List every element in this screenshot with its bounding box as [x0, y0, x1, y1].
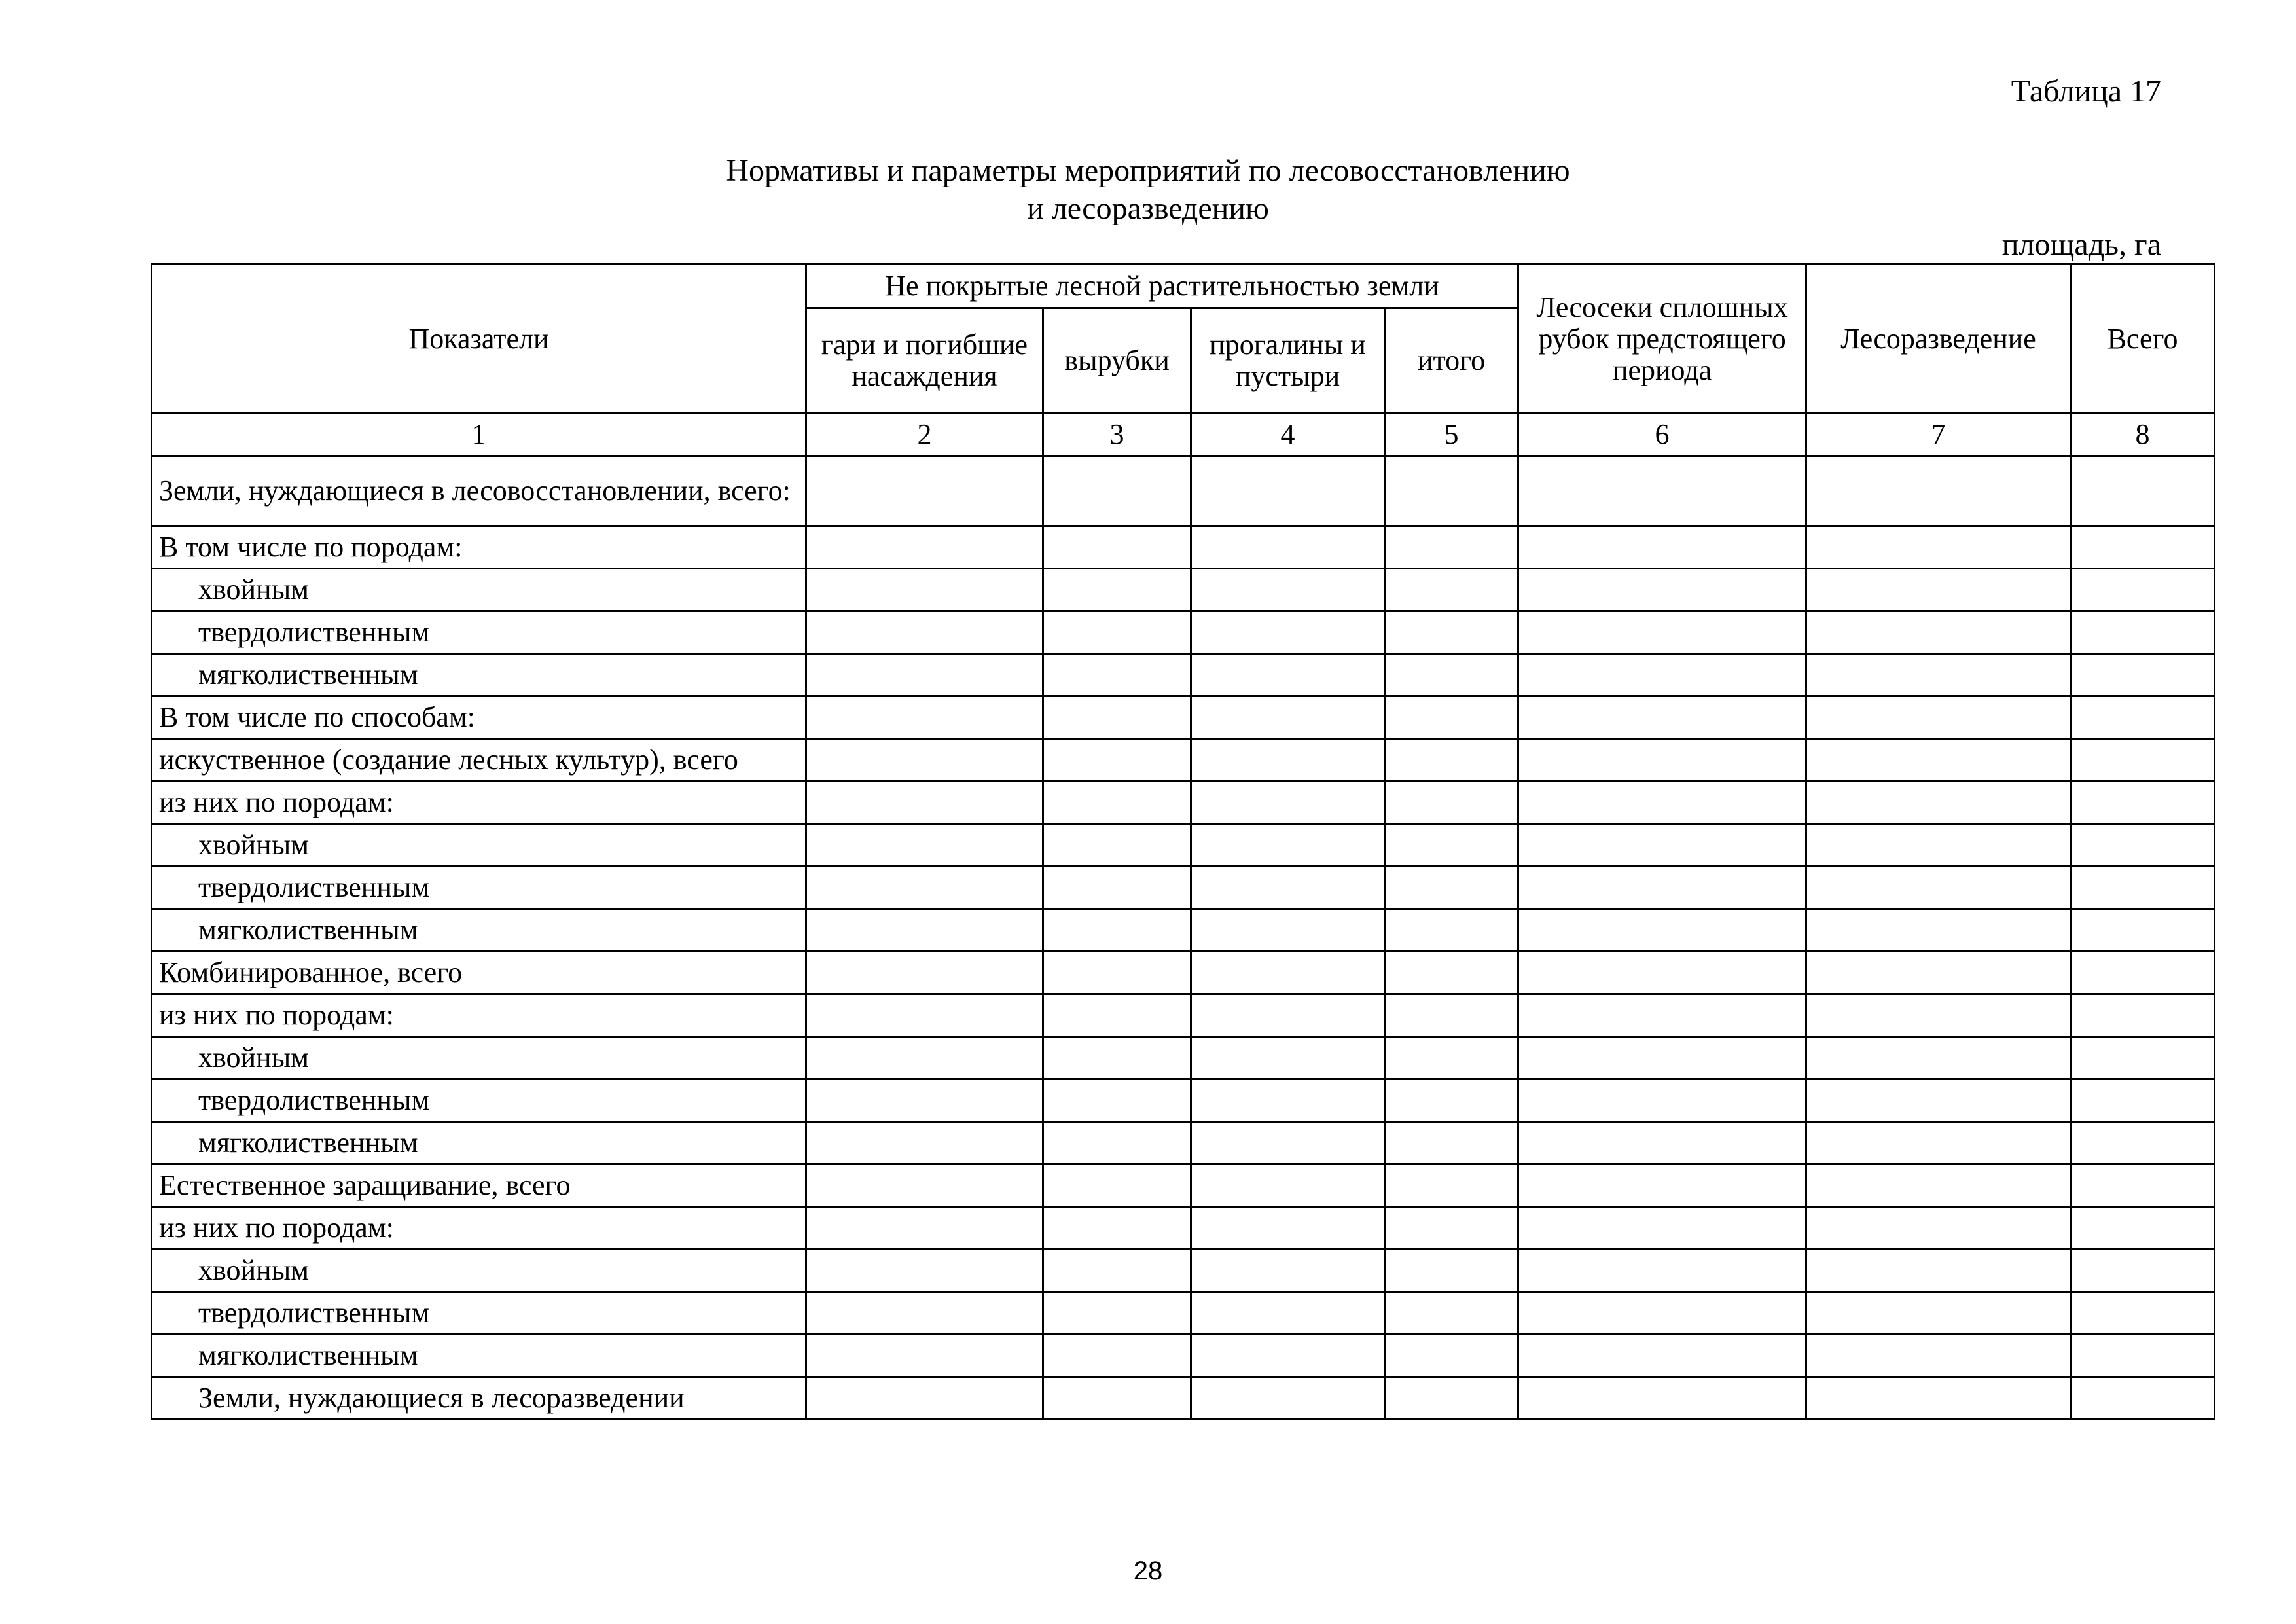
- table-cell: [1806, 867, 2071, 909]
- table-cell: [1518, 824, 1806, 867]
- table-cell: [1518, 1377, 1806, 1420]
- table-cell: [1806, 569, 2071, 611]
- title-line-1: Нормативы и параметры мероприятий по лесовосстановлению: [726, 153, 1570, 188]
- table-cell: [1191, 1207, 1385, 1250]
- table-cell: [1518, 611, 1806, 654]
- table-cell: [1385, 1250, 1518, 1292]
- row-label: В том числе по способам:: [152, 696, 806, 739]
- column-number: 7: [1806, 414, 2071, 456]
- table-cell: [1385, 1335, 1518, 1377]
- table-cell: [1385, 739, 1518, 782]
- column-number: 8: [2071, 414, 2215, 456]
- table-cell: [1518, 654, 1806, 696]
- norms-table: [151, 263, 2215, 1420]
- table-cell: [1518, 696, 1806, 739]
- table-cell: [806, 1335, 1043, 1377]
- table-row: [152, 1037, 2215, 1079]
- column-number: 1: [152, 414, 806, 456]
- table-row: [152, 909, 2215, 952]
- table-row: [152, 654, 2215, 696]
- row-label: твердолиственным: [152, 1079, 806, 1122]
- table-cell: [1518, 994, 1806, 1037]
- table-cell: [1385, 1122, 1518, 1164]
- table-cell: [1518, 909, 1806, 952]
- table-cell: [1043, 1079, 1191, 1122]
- table-cell: [1043, 1377, 1191, 1420]
- table-cell: [2071, 824, 2215, 867]
- table-cell: [1043, 569, 1191, 611]
- table-cell: [2071, 909, 2215, 952]
- table-cell: [2071, 867, 2215, 909]
- table-cell: [1191, 1079, 1385, 1122]
- row-label: мягколиственным: [152, 1122, 806, 1164]
- table-cell: [2071, 739, 2215, 782]
- table-cell: [2071, 1037, 2215, 1079]
- table-cell: [1385, 654, 1518, 696]
- table-cell: [1043, 909, 1191, 952]
- table-cell: [1191, 1377, 1385, 1420]
- table-cell: [1385, 824, 1518, 867]
- table-cell: [1385, 1377, 1518, 1420]
- table-cell: [2071, 654, 2215, 696]
- table-cell: [1191, 696, 1385, 739]
- table-cell: [806, 569, 1043, 611]
- table-cell: [1385, 456, 1518, 526]
- table-cell: [1191, 782, 1385, 824]
- row-label: хвойным: [152, 1250, 806, 1292]
- table-cell: [1191, 1037, 1385, 1079]
- table-cell: [1806, 1122, 2071, 1164]
- row-label: мягколиственным: [152, 654, 806, 696]
- table-cell: [2071, 1207, 2215, 1250]
- row-label: хвойным: [152, 824, 806, 867]
- table-cell: [1043, 1122, 1191, 1164]
- row-label: мягколиственным: [152, 909, 806, 952]
- table-cell: [2071, 526, 2215, 569]
- table-cell: [1191, 1292, 1385, 1335]
- table-cell: [1518, 1079, 1806, 1122]
- table-cell: [1191, 526, 1385, 569]
- units-label: площадь, га: [2001, 227, 2161, 262]
- title-line-2: и лесоразведению: [1027, 191, 1269, 226]
- table-cell: [2071, 994, 2215, 1037]
- table-cell: [2071, 1250, 2215, 1292]
- column-number: 4: [1191, 414, 1385, 456]
- table-cell: [2071, 952, 2215, 994]
- table-cell: [1518, 867, 1806, 909]
- table-cell: [2071, 782, 2215, 824]
- table-cell: [1191, 909, 1385, 952]
- table-cell: [1043, 867, 1191, 909]
- table-cell: [2071, 1335, 2215, 1377]
- table-cell: [1518, 569, 1806, 611]
- row-label: Земли, нуждающиеся в лесоразведении: [152, 1377, 806, 1420]
- table-cell: [1806, 1079, 2071, 1122]
- table-cell: [1806, 1335, 2071, 1377]
- row-label: искуственное (создание лесных культур), всего: [152, 739, 806, 782]
- table-cell: [806, 1122, 1043, 1164]
- table-cell: [1385, 782, 1518, 824]
- table-cell: [1043, 611, 1191, 654]
- table-cell: [1518, 1292, 1806, 1335]
- table-cell: [1191, 1335, 1385, 1377]
- table-cell: [1191, 654, 1385, 696]
- table-cell: [1806, 994, 2071, 1037]
- table-cell: [1806, 526, 2071, 569]
- header-clearcut-areas: Лесосеки сплошных рубок предстоящего периода: [1518, 264, 1806, 414]
- table-cell: [1043, 696, 1191, 739]
- table-cell: [1806, 824, 2071, 867]
- table-cell: [1043, 526, 1191, 569]
- table-cell: [806, 1207, 1043, 1250]
- table-cell: [1043, 1292, 1191, 1335]
- table-cell: [1518, 782, 1806, 824]
- table-cell: [1043, 952, 1191, 994]
- header-non-forest-lands: Не покрытые лесной растительностью земли: [806, 264, 1518, 308]
- table-cell: [1806, 952, 2071, 994]
- table-cell: [1806, 1037, 2071, 1079]
- table-cell: [1043, 739, 1191, 782]
- table-cell: [1043, 456, 1191, 526]
- table-cell: [1191, 569, 1385, 611]
- table-cell: [1191, 456, 1385, 526]
- table-cell: [1385, 569, 1518, 611]
- table-cell: [2071, 569, 2215, 611]
- table-cell: [1191, 867, 1385, 909]
- table-row: [152, 824, 2215, 867]
- table-cell: [2071, 696, 2215, 739]
- table-cell: [1806, 909, 2071, 952]
- table-cell: [1191, 1122, 1385, 1164]
- header-glades: прогалины и пустыри: [1191, 308, 1385, 414]
- table-cell: [806, 909, 1043, 952]
- table-row: [152, 1079, 2215, 1122]
- row-label: Комбинированное, всего: [152, 952, 806, 994]
- document-title: [0, 152, 2296, 228]
- table-cell: [1518, 1164, 1806, 1207]
- table-row: [152, 952, 2215, 994]
- table-cell: [806, 1250, 1043, 1292]
- table-cell: [806, 739, 1043, 782]
- table-row: [152, 1335, 2215, 1377]
- table-row: [152, 611, 2215, 654]
- table-cell: [806, 1037, 1043, 1079]
- table-row: [152, 867, 2215, 909]
- row-label: В том числе по породам:: [152, 526, 806, 569]
- table-cell: [1043, 782, 1191, 824]
- table-cell: [806, 952, 1043, 994]
- row-label: из них по породам:: [152, 994, 806, 1037]
- table-cell: [1518, 1207, 1806, 1250]
- table-cell: [1191, 1164, 1385, 1207]
- table-cell: [1385, 1292, 1518, 1335]
- table-cell: [1518, 526, 1806, 569]
- column-number: 2: [806, 414, 1043, 456]
- table-cell: [1191, 824, 1385, 867]
- table-cell: [2071, 456, 2215, 526]
- row-label: из них по породам:: [152, 1207, 806, 1250]
- table-cell: [1518, 1335, 1806, 1377]
- table-cell: [806, 654, 1043, 696]
- table-row: [152, 526, 2215, 569]
- table-row: [152, 1122, 2215, 1164]
- table-cell: [1385, 952, 1518, 994]
- table-row: [152, 1207, 2215, 1250]
- table-cell: [1518, 739, 1806, 782]
- table-cell: [1806, 1164, 2071, 1207]
- table-row: [152, 1250, 2215, 1292]
- table-cell: [1806, 1250, 2071, 1292]
- table-cell: [806, 867, 1043, 909]
- table-cell: [2071, 1079, 2215, 1122]
- column-number: 5: [1385, 414, 1518, 456]
- table-cell: [806, 1164, 1043, 1207]
- table-row: [152, 994, 2215, 1037]
- table-cell: [1043, 824, 1191, 867]
- row-label: Земли, нуждающиеся в лесовосстановлении, всего:: [152, 456, 806, 526]
- table-cell: [2071, 1164, 2215, 1207]
- table-cell: [1385, 526, 1518, 569]
- table-cell: [1385, 1164, 1518, 1207]
- table-cell: [806, 456, 1043, 526]
- table-cell: [1191, 1250, 1385, 1292]
- table-row: [152, 739, 2215, 782]
- table-cell: [1806, 1207, 2071, 1250]
- table-cell: [806, 782, 1043, 824]
- table-cell: [2071, 1122, 2215, 1164]
- table-row: [152, 696, 2215, 739]
- table-cell: [1806, 654, 2071, 696]
- table-cell: [1806, 611, 2071, 654]
- table-row: [152, 1292, 2215, 1335]
- table-cell: [806, 696, 1043, 739]
- row-label: твердолиственным: [152, 1292, 806, 1335]
- table-cell: [1385, 1037, 1518, 1079]
- table-cell: [1518, 952, 1806, 994]
- table-row: [152, 782, 2215, 824]
- page-number: 28: [1133, 1557, 1163, 1585]
- table-row: [152, 456, 2215, 526]
- table-cell: [1043, 1164, 1191, 1207]
- table-cell: [1385, 611, 1518, 654]
- table-cell: [2071, 1292, 2215, 1335]
- table-cell: [1043, 654, 1191, 696]
- table-cell: [1191, 994, 1385, 1037]
- row-label: хвойным: [152, 569, 806, 611]
- table-cell: [1385, 867, 1518, 909]
- table-number: Таблица 17: [2011, 74, 2161, 109]
- table-cell: [806, 824, 1043, 867]
- table-cell: [1191, 952, 1385, 994]
- row-label: твердолиственным: [152, 611, 806, 654]
- table-cell: [1385, 1079, 1518, 1122]
- header-total: Всего: [2071, 264, 2215, 414]
- row-label: мягколиственным: [152, 1335, 806, 1377]
- table-cell: [1806, 739, 2071, 782]
- row-label: Естественное заращивание, всего: [152, 1164, 806, 1207]
- table-cell: [806, 1079, 1043, 1122]
- table-row: [152, 569, 2215, 611]
- table-cell: [1806, 1377, 2071, 1420]
- table-cell: [1043, 994, 1191, 1037]
- table-cell: [1191, 739, 1385, 782]
- row-label: из них по породам:: [152, 782, 806, 824]
- table-cell: [806, 1292, 1043, 1335]
- header-indicators: Показатели: [152, 264, 806, 414]
- table-cell: [806, 1377, 1043, 1420]
- table-cell: [1385, 1207, 1518, 1250]
- header-subtotal: итого: [1385, 308, 1518, 414]
- table-cell: [1518, 1037, 1806, 1079]
- column-number-row: [152, 414, 2215, 456]
- header-afforestation: Лесоразведение: [1806, 264, 2071, 414]
- table-cell: [1385, 696, 1518, 739]
- table-cell: [1043, 1207, 1191, 1250]
- table-cell: [806, 526, 1043, 569]
- header-burns: гари и погибшие насаждения: [806, 308, 1043, 414]
- table-cell: [1806, 782, 2071, 824]
- header-cuttings: вырубки: [1043, 308, 1191, 414]
- column-number: 3: [1043, 414, 1191, 456]
- column-number: 6: [1518, 414, 1806, 456]
- table-cell: [2071, 1377, 2215, 1420]
- table-cell: [1043, 1335, 1191, 1377]
- table-row: [152, 1164, 2215, 1207]
- table-cell: [1043, 1037, 1191, 1079]
- table-cell: [806, 611, 1043, 654]
- row-label: твердолиственным: [152, 867, 806, 909]
- table-cell: [1518, 1122, 1806, 1164]
- table-cell: [1385, 909, 1518, 952]
- table-cell: [1191, 611, 1385, 654]
- table-cell: [1806, 1292, 2071, 1335]
- table-row: [152, 1377, 2215, 1420]
- table-cell: [1518, 456, 1806, 526]
- table-cell: [1806, 696, 2071, 739]
- table-cell: [1385, 994, 1518, 1037]
- table-cell: [1518, 1250, 1806, 1292]
- table-cell: [806, 994, 1043, 1037]
- table-cell: [1806, 456, 2071, 526]
- table-cell: [2071, 611, 2215, 654]
- table-body: [152, 414, 2215, 1420]
- row-label: хвойным: [152, 1037, 806, 1079]
- table-cell: [1043, 1250, 1191, 1292]
